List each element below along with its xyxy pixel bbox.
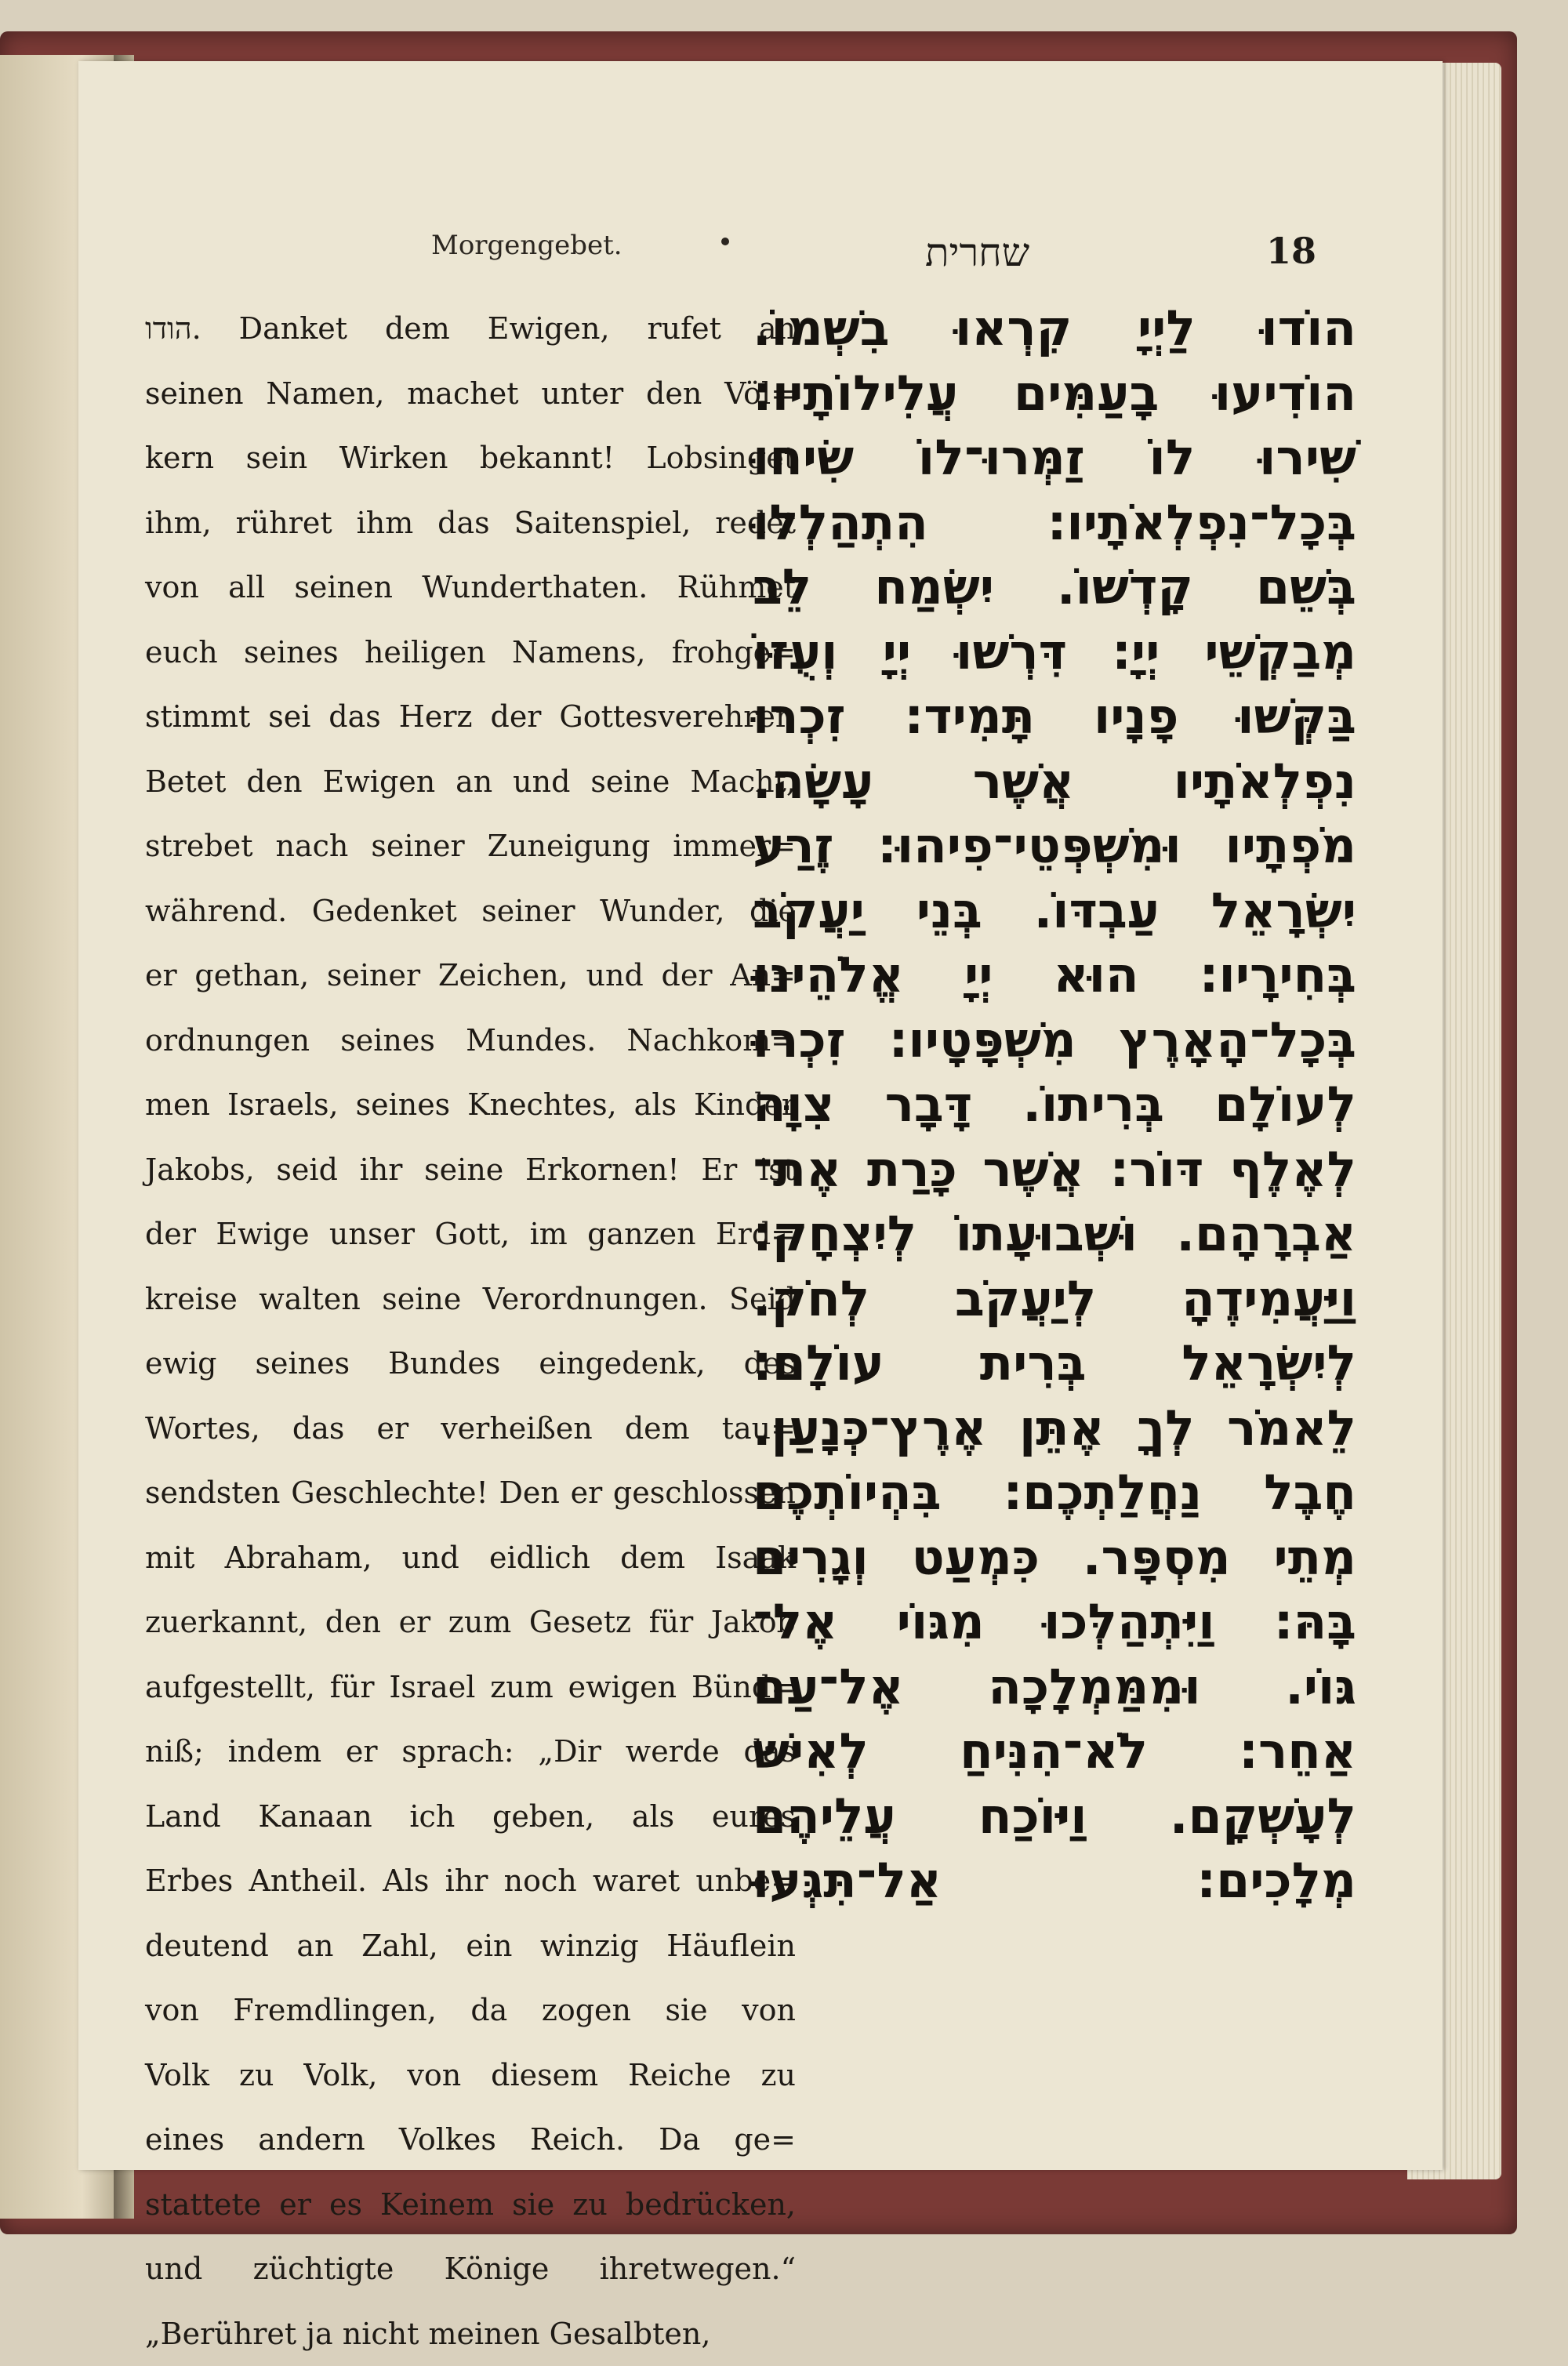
german-line: הודו. Danket dem Ewigen, rufet an [145,296,796,361]
german-line: euch seines heiligen Namens, frohge= [145,620,796,685]
running-head [78,230,1443,285]
german-line: kern sein Wirken bekannt! Lobsinget [145,426,796,491]
hebrew-line: נִפְלְאֹתָיו אֲשֶׁר עָשָׂה. [753,749,1356,815]
hebrew-line: יִשְׂרָאֵל עַבְדּוֹ. בְּנֵי יַעֲקֹב [753,879,1356,944]
german-line: Wortes, das er verheißen dem tau= [145,1396,796,1461]
german-line: Jakobs, seid ihr seine Erkornen! Er ist [145,1138,796,1203]
hebrew-line: הוֹדוּ לַיְיָ קִרְאוּ בִשְׁמוֹ. [753,296,1356,361]
hebrew-line: מְתֵי מִסְפָּר. כִּמְעַט וְגָרִים [753,1526,1356,1591]
hebrew-line: לְעָשְׁקָם. וַיּוֹכַח עֲלֵיהֶם [753,1784,1356,1849]
german-line: und züchtigte Könige ihretwegen.“ [145,2237,796,2302]
hebrew-text-column [753,296,1356,1914]
german-line: ewig seines Bundes eingedenk, des [145,1331,796,1396]
german-line: während. Gedenket seiner Wunder, die [145,879,796,944]
german-line: mit Abraham, und eidlich dem Isaak [145,1526,796,1591]
german-line: stattete er es Keinem sie zu bedrücken, [145,2172,796,2237]
german-line: ihm, rühret ihm das Saitenspiel, redet [145,491,796,556]
hebrew-line: אַבְרָהָם. וּשְׁבוּעָתוֹ לְיִצְחָק: [753,1202,1356,1267]
german-line: sendsten Geschlechte! Den er geschlossen [145,1461,796,1526]
hebrew-line: בָּהּ: וַיִּתְהַלְּכוּ מִגּוֹי אֶל־ [753,1590,1356,1655]
hebrew-line: מְבַקְשֵׁי יְיָ: דִּרְשׁוּ יְיָ וְעֻזּוֹ [753,620,1356,685]
hebrew-line: הוֹדִיעוּ בָעַמִּים עֲלִילוֹתָיו: [753,361,1356,426]
german-line: men Israels, seines Knechtes, als Kinder [145,1072,796,1138]
header-title-hebrew: שחרית [925,230,1029,275]
page-number: 18 [1266,230,1316,272]
print-dot [721,238,729,245]
hebrew-line: בַּקְּשׁוּ פָנָיו תָּמִיד: זִכְרוּ [753,684,1356,749]
hebrew-line: בְּכָל־הָאָרֶץ מִשְׁפָּטָיו: זִכְרוּ [753,1008,1356,1073]
german-line: stimmt sei das Herz der Gottesverehrer. [145,684,796,749]
hebrew-line: חֶבֶל נַחֲלַתְכֶם: בִּהְיוֹתְכֶם [753,1461,1356,1526]
hebrew-line: אַחֵר: לֹא־הִנִּיחַ לְאִישׁ [753,1719,1356,1784]
hebrew-line: בְּכָל־נִפְלְאֹתָיו: הִתְהַלְלוּ [753,491,1356,556]
hebrew-line: לְיִשְׂרָאֵל בְּרִית עוֹלָם: [753,1331,1356,1396]
hebrew-line: בְּשֵׁם קָדְשׁוֹ. יִשְׂמַח לֵב [753,555,1356,620]
german-line: Betet den Ewigen an und seine Macht, [145,749,796,815]
hebrew-line: לְאֶלֶף דּוֹר: אֲשֶׁר כָּרַת אֶת־ [753,1138,1356,1203]
german-line: „Berühret ja nicht meinen Gesalbten, [145,2302,796,2366]
hebrew-line: וַיַּעֲמִידֶהָ לְיַעֲקֹב לְחֹק. [753,1267,1356,1332]
german-line: zuerkannt, den er zum Gesetz für Jakob [145,1590,796,1655]
german-line: Volk zu Volk, von diesem Reiche zu [145,2043,796,2108]
german-line: ordnungen seines Mundes. Nachkom= [145,1008,796,1073]
hebrew-line: לְעוֹלָם בְּרִיתוֹ. דָּבָר צִוָּה [753,1072,1356,1138]
hebrew-line: מְלָכִים: אַל־תִּגְּעוּ [753,1849,1356,1914]
hebrew-line: בְּחִירָיו: הוּא יְיָ אֱלֹהֵינוּ [753,943,1356,1008]
hebrew-line: גּוֹי. וּמִמַּמְלָכָה אֶל־עַם [753,1655,1356,1720]
hebrew-line: שִׁירוּ לוֹ זַמְּרוּ־לוֹ שִׂיחוּ [753,426,1356,491]
german-line: er gethan, seiner Zeichen, und der An= [145,943,796,1008]
german-line: seinen Namen, machet unter den Völ= [145,361,796,426]
german-line: von Fremdlingen, da zogen sie von [145,1978,796,2043]
german-line: kreise walten seine Verordnungen. Seid [145,1267,796,1332]
german-line: eines andern Volkes Reich. Da ge= [145,2107,796,2172]
german-line: aufgestellt, für Israel zum ewigen Bünd= [145,1655,796,1720]
german-line: niß; indem er sprach: „Dir werde das [145,1719,796,1784]
hebrew-line: מֹפְתָיו וּמִשְׁפְּטֵי־פִיהוּ: זֶרַע [753,814,1356,879]
german-line: Erbes Antheil. Als ihr noch waret unbe= [145,1849,796,1914]
header-title-german: Morgengebet. [431,230,622,261]
german-line: der Ewige unser Gott, im ganzen Erd= [145,1202,796,1267]
german-translation-column [145,296,796,2366]
german-line: Land Kanaan ich geben, als eures [145,1784,796,1849]
german-line: strebet nach seiner Zuneigung immer= [145,814,796,879]
hebrew-line: לֵאמֹר לְךָ אֶתֵּן אֶרֶץ־כְּנָעַן. [753,1396,1356,1461]
german-line: deutend an Zahl, ein winzig Häuflein [145,1914,796,1979]
german-line: von all seinen Wunderthaten. Rühmet [145,555,796,620]
book-page [78,61,1443,2170]
